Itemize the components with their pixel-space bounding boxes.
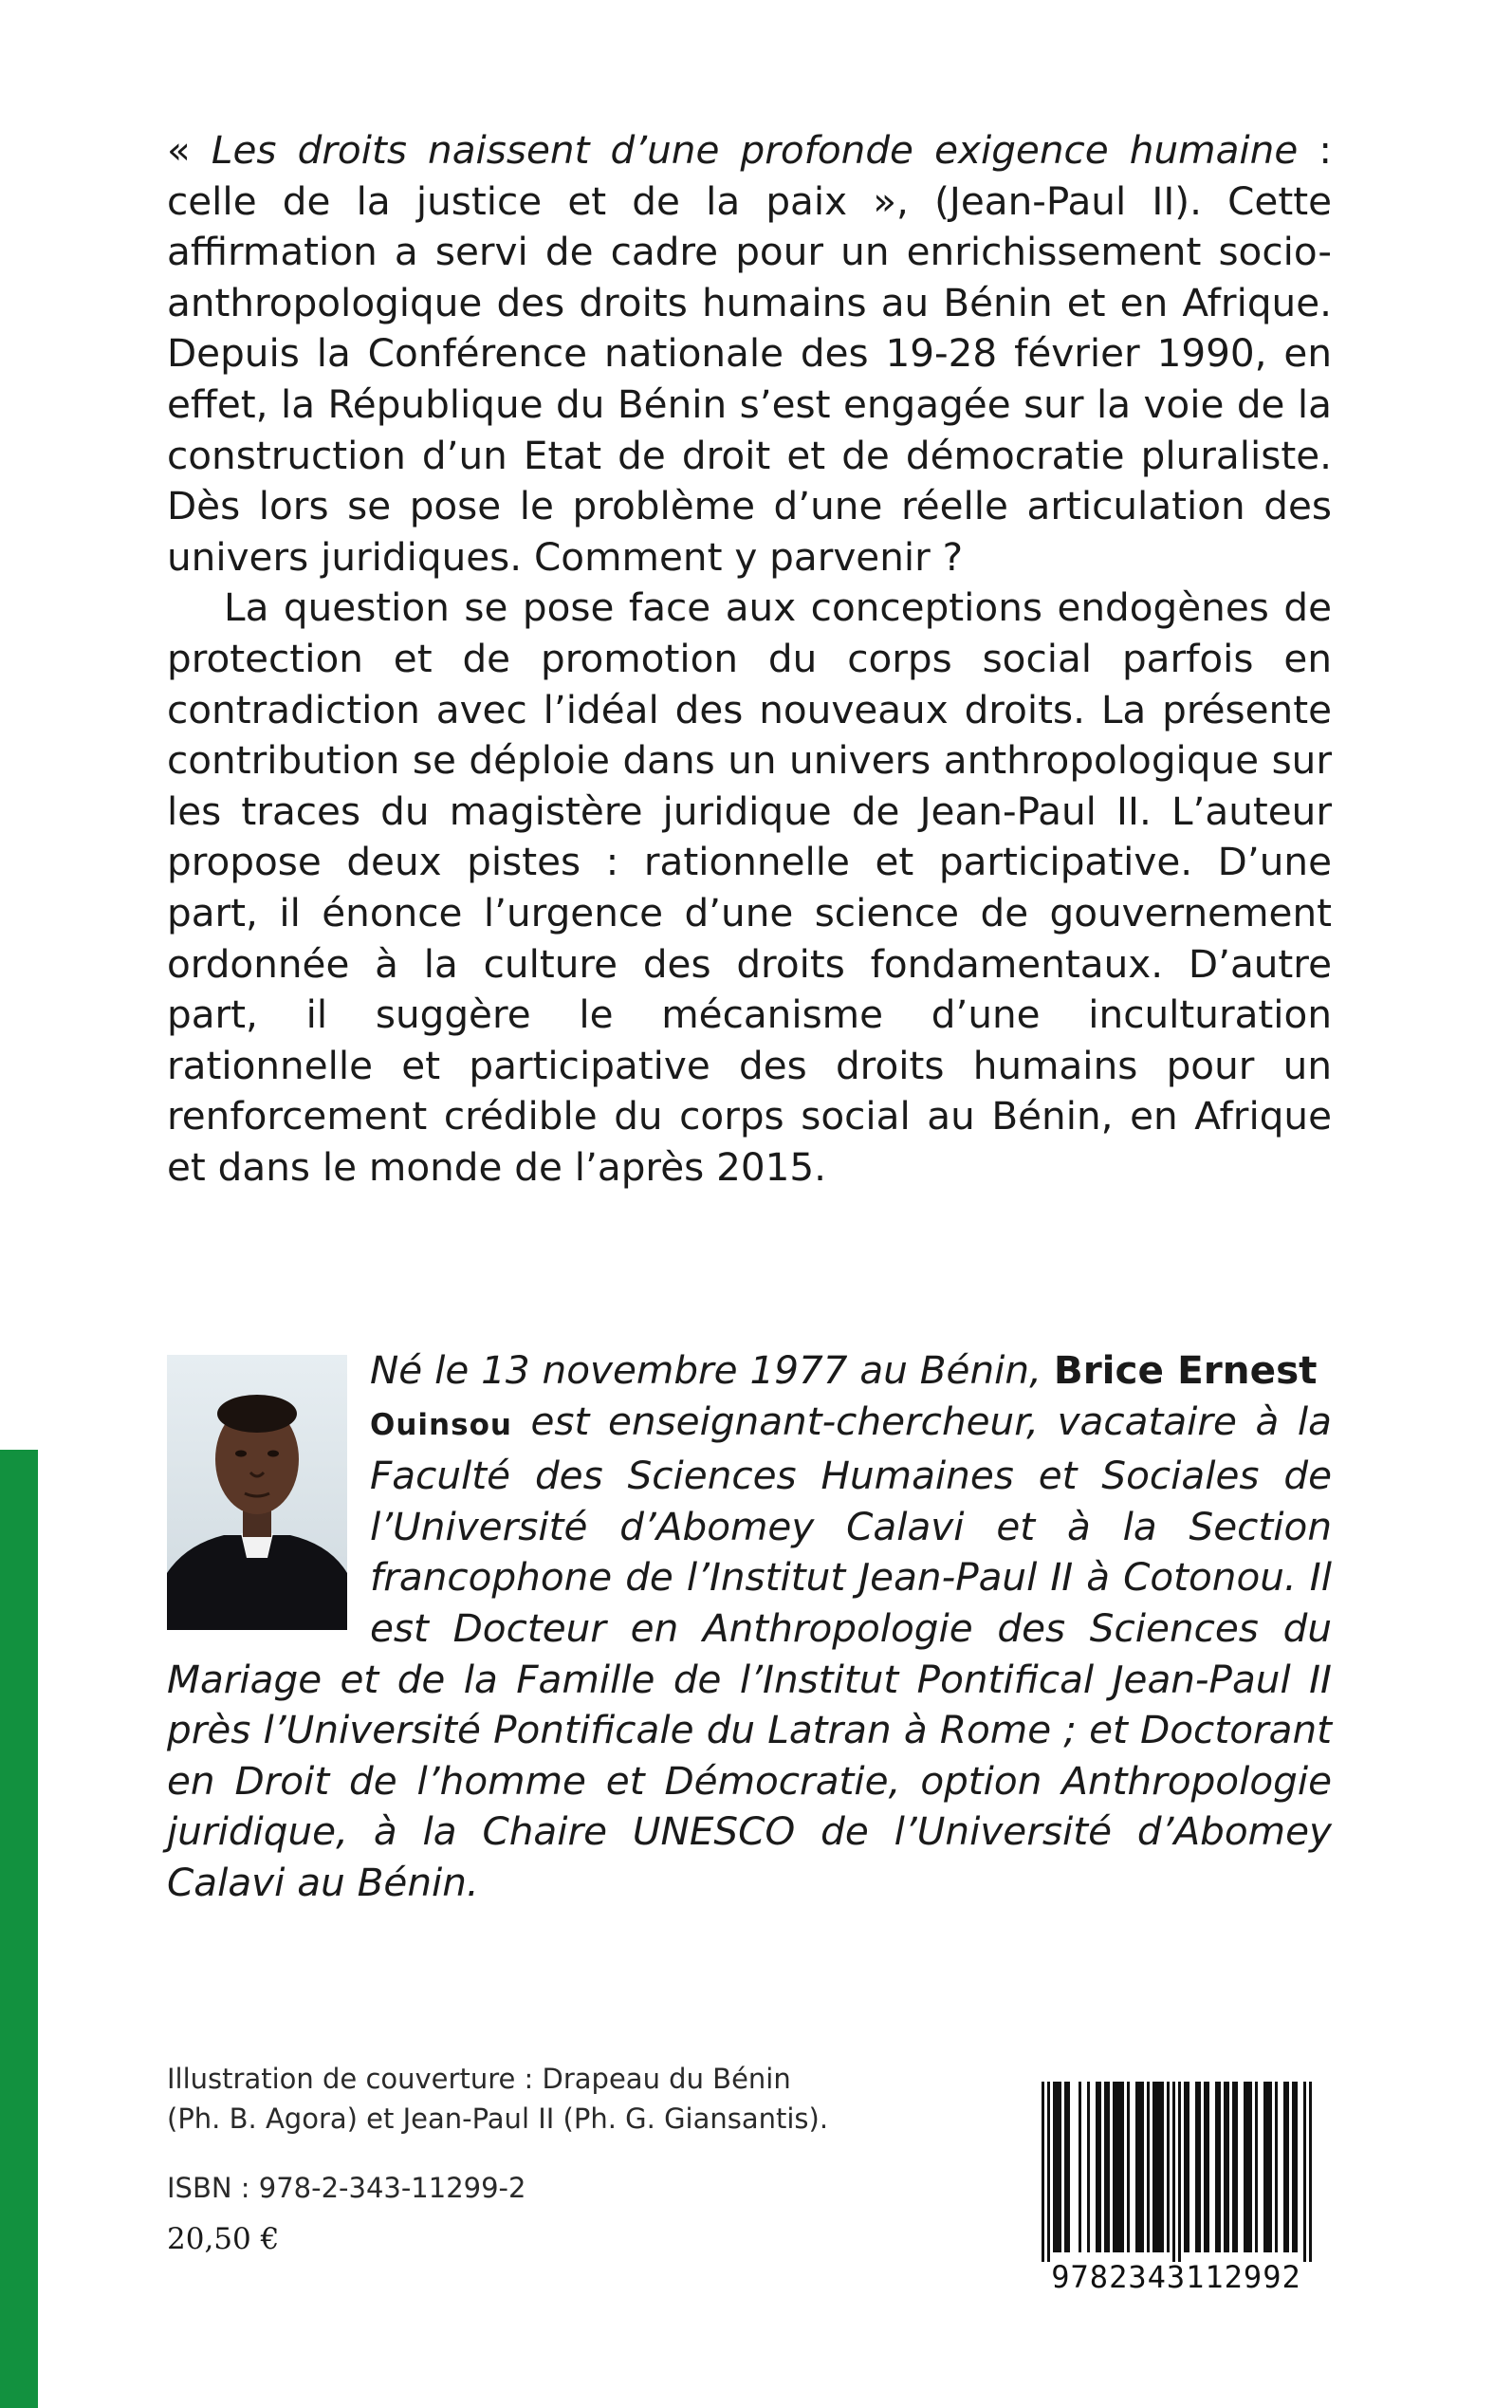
cover-credits — [167, 2059, 888, 2139]
barcode-bar — [1249, 2082, 1252, 2252]
author-last-name: Ouinsou — [370, 1407, 512, 1442]
barcode-bar — [1118, 2082, 1121, 2252]
barcode-bar — [1232, 2082, 1235, 2252]
barcode-bar — [1152, 2082, 1155, 2252]
barcode-bar — [1275, 2082, 1278, 2252]
author-first-name: Brice Ernest — [1053, 1347, 1318, 1393]
barcode-bar — [1198, 2082, 1201, 2252]
barcode-bar — [1104, 2082, 1107, 2252]
author-biography — [167, 1345, 1332, 1909]
barcode-bar — [1042, 2082, 1044, 2262]
barcode-bar — [1053, 2082, 1056, 2252]
barcode-bar — [1295, 2082, 1298, 2252]
green-spine-band — [0, 1450, 38, 2408]
bio-text: est enseignant-chercheur, vacataire à la Faculté des Sciences Humaines et Sociales de l’Université d’Abomey Calavi et à la Section francophone de l’Institut Jean-Paul II à Cotonou. Il est Docteur en Anthropologie des Sciences du Mariage et de la Famille de l’Institut Pontifical Jean-Paul II près l’Université Pontificale du Latran à Rome ; et Doctorant en Droit de l’homme et Démocratie, option Anthropologie juridique, à la Chaire UNESCO de l’Université d’Abomey Calavi au Bénin. — [167, 1398, 1332, 1905]
barcode-bar — [1184, 2082, 1187, 2252]
barcode-bar — [1207, 2082, 1209, 2252]
barcode-bar — [1158, 2082, 1161, 2252]
barcode-bar — [1127, 2082, 1130, 2252]
barcode-bar — [1167, 2082, 1170, 2252]
credits-line-2: (Ph. B. Agora) et Jean-Paul II (Ph. G. Giansantis). — [167, 2102, 829, 2135]
barcode-bar — [1224, 2082, 1226, 2252]
barcode-bar — [1064, 2082, 1067, 2252]
bio-intro: Né le 13 novembre 1977 au Bénin, — [370, 1347, 1054, 1393]
barcode-bar — [1246, 2082, 1249, 2252]
barcode-bar — [1266, 2082, 1269, 2252]
barcode-bar — [1204, 2082, 1207, 2252]
barcode-bar — [1172, 2082, 1175, 2262]
barcode-bar — [1138, 2082, 1141, 2252]
barcode-bars — [1021, 2082, 1332, 2262]
credits-line-1: Illustration de couverture : Drapeau du Bénin — [167, 2063, 791, 2095]
barcode-bar — [1195, 2082, 1198, 2252]
barcode-bar — [1309, 2082, 1312, 2262]
barcode-bar — [1303, 2082, 1306, 2262]
barcode-bar — [1087, 2082, 1090, 2252]
barcode-bar — [1098, 2082, 1101, 2252]
barcode-bar — [1056, 2082, 1059, 2252]
barcode-bar — [1255, 2082, 1258, 2252]
barcode-bar — [1059, 2082, 1061, 2252]
barcode-bar — [1263, 2082, 1266, 2252]
barcode-bar — [1218, 2082, 1221, 2252]
blurb-quote: Les droits naissent d’une profonde exigence humaine — [211, 127, 1299, 173]
barcode-bar — [1161, 2082, 1164, 2252]
barcode-bar — [1047, 2082, 1050, 2262]
blurb-paragraph-1-text: : celle de la justice et de la paix », (Jean-Paul II). Cette affirmation a servi de cadre pour un enrichissement socio-anthropologique des droits humains au Bénin et en Afrique. Depuis la Conférence nationale des 19-28 février 1990, en effet, la République du Bénin s’est engagée sur la voie de la construction d’un Etat de droit et de démocratie pluraliste. Dès lors se pose le problème d’une réelle articulation des univers juridiques. Comment y parvenir ? — [167, 127, 1332, 580]
barcode-bar — [1235, 2082, 1238, 2252]
barcode-bar — [1286, 2082, 1289, 2252]
barcode-bar — [1226, 2082, 1229, 2252]
blurb-paragraph-2: La question se pose face aux conceptions endogènes de protection et de promotion du corps social parfois en contradiction avec l’idéal des nouveaux droits. La présente contribution se déploie dans un univers anthropologique sur les traces du magistère juridique de Jean-Paul II. L’auteur propose deux pistes : rationnelle et participative. D’une part, il énonce l’urgence d’une science de gouvernement ordonnée à la culture des droits fondamentaux. D’autre part, il suggère le mécanisme d’une inculturation rationnelle et participative des droits humains pour un renforcement crédible du corps social au Bénin, en Afrique et dans le monde de l’après 2015. — [167, 584, 1332, 1190]
barcode-bar — [1113, 2082, 1116, 2252]
barcode-bar — [1178, 2082, 1181, 2262]
barcode-bar — [1141, 2082, 1144, 2252]
price: 20,50 € — [167, 2222, 280, 2256]
barcode-bar — [1215, 2082, 1218, 2252]
barcode-bar — [1135, 2082, 1138, 2252]
barcode-bar — [1079, 2082, 1081, 2252]
isbn: ISBN : 978-2-343-11299-2 — [167, 2172, 526, 2204]
barcode-bar — [1283, 2082, 1286, 2252]
barcode-bar — [1244, 2082, 1246, 2252]
barcode-bar — [1121, 2082, 1124, 2252]
barcode-bar — [1107, 2082, 1110, 2252]
barcode-digits: 9782343112992 — [1051, 2259, 1301, 2295]
photo-spacer — [167, 1345, 370, 1649]
barcode-bar — [1116, 2082, 1118, 2252]
barcode-bar — [1067, 2082, 1070, 2252]
barcode-bar — [1292, 2082, 1295, 2252]
barcode-bar — [1096, 2082, 1098, 2252]
back-cover-blurb — [167, 125, 1332, 1193]
barcode-bar — [1147, 2082, 1150, 2252]
blurb-paragraph-1: « Les droits naissent d’une profonde exigence humaine : celle de la justice et de la paix », (Jean-Paul II). Cette affirmation a servi de cadre pour un enrichissement socio-anthropologique des droits humains au Bénin et en Afrique. Depuis la Conférence nationale des 19-28 février 1990, en effet, la République du Bénin s’est engagée sur la voie de la construction d’un Etat de droit et de démocratie pluraliste. Dès lors se pose le problème d’une réelle articulation des univers juridiques. Comment y parvenir ? — [167, 127, 1332, 580]
barcode-bar — [1187, 2082, 1189, 2252]
barcode-bar — [1269, 2082, 1272, 2252]
barcode-bar — [1155, 2082, 1158, 2252]
